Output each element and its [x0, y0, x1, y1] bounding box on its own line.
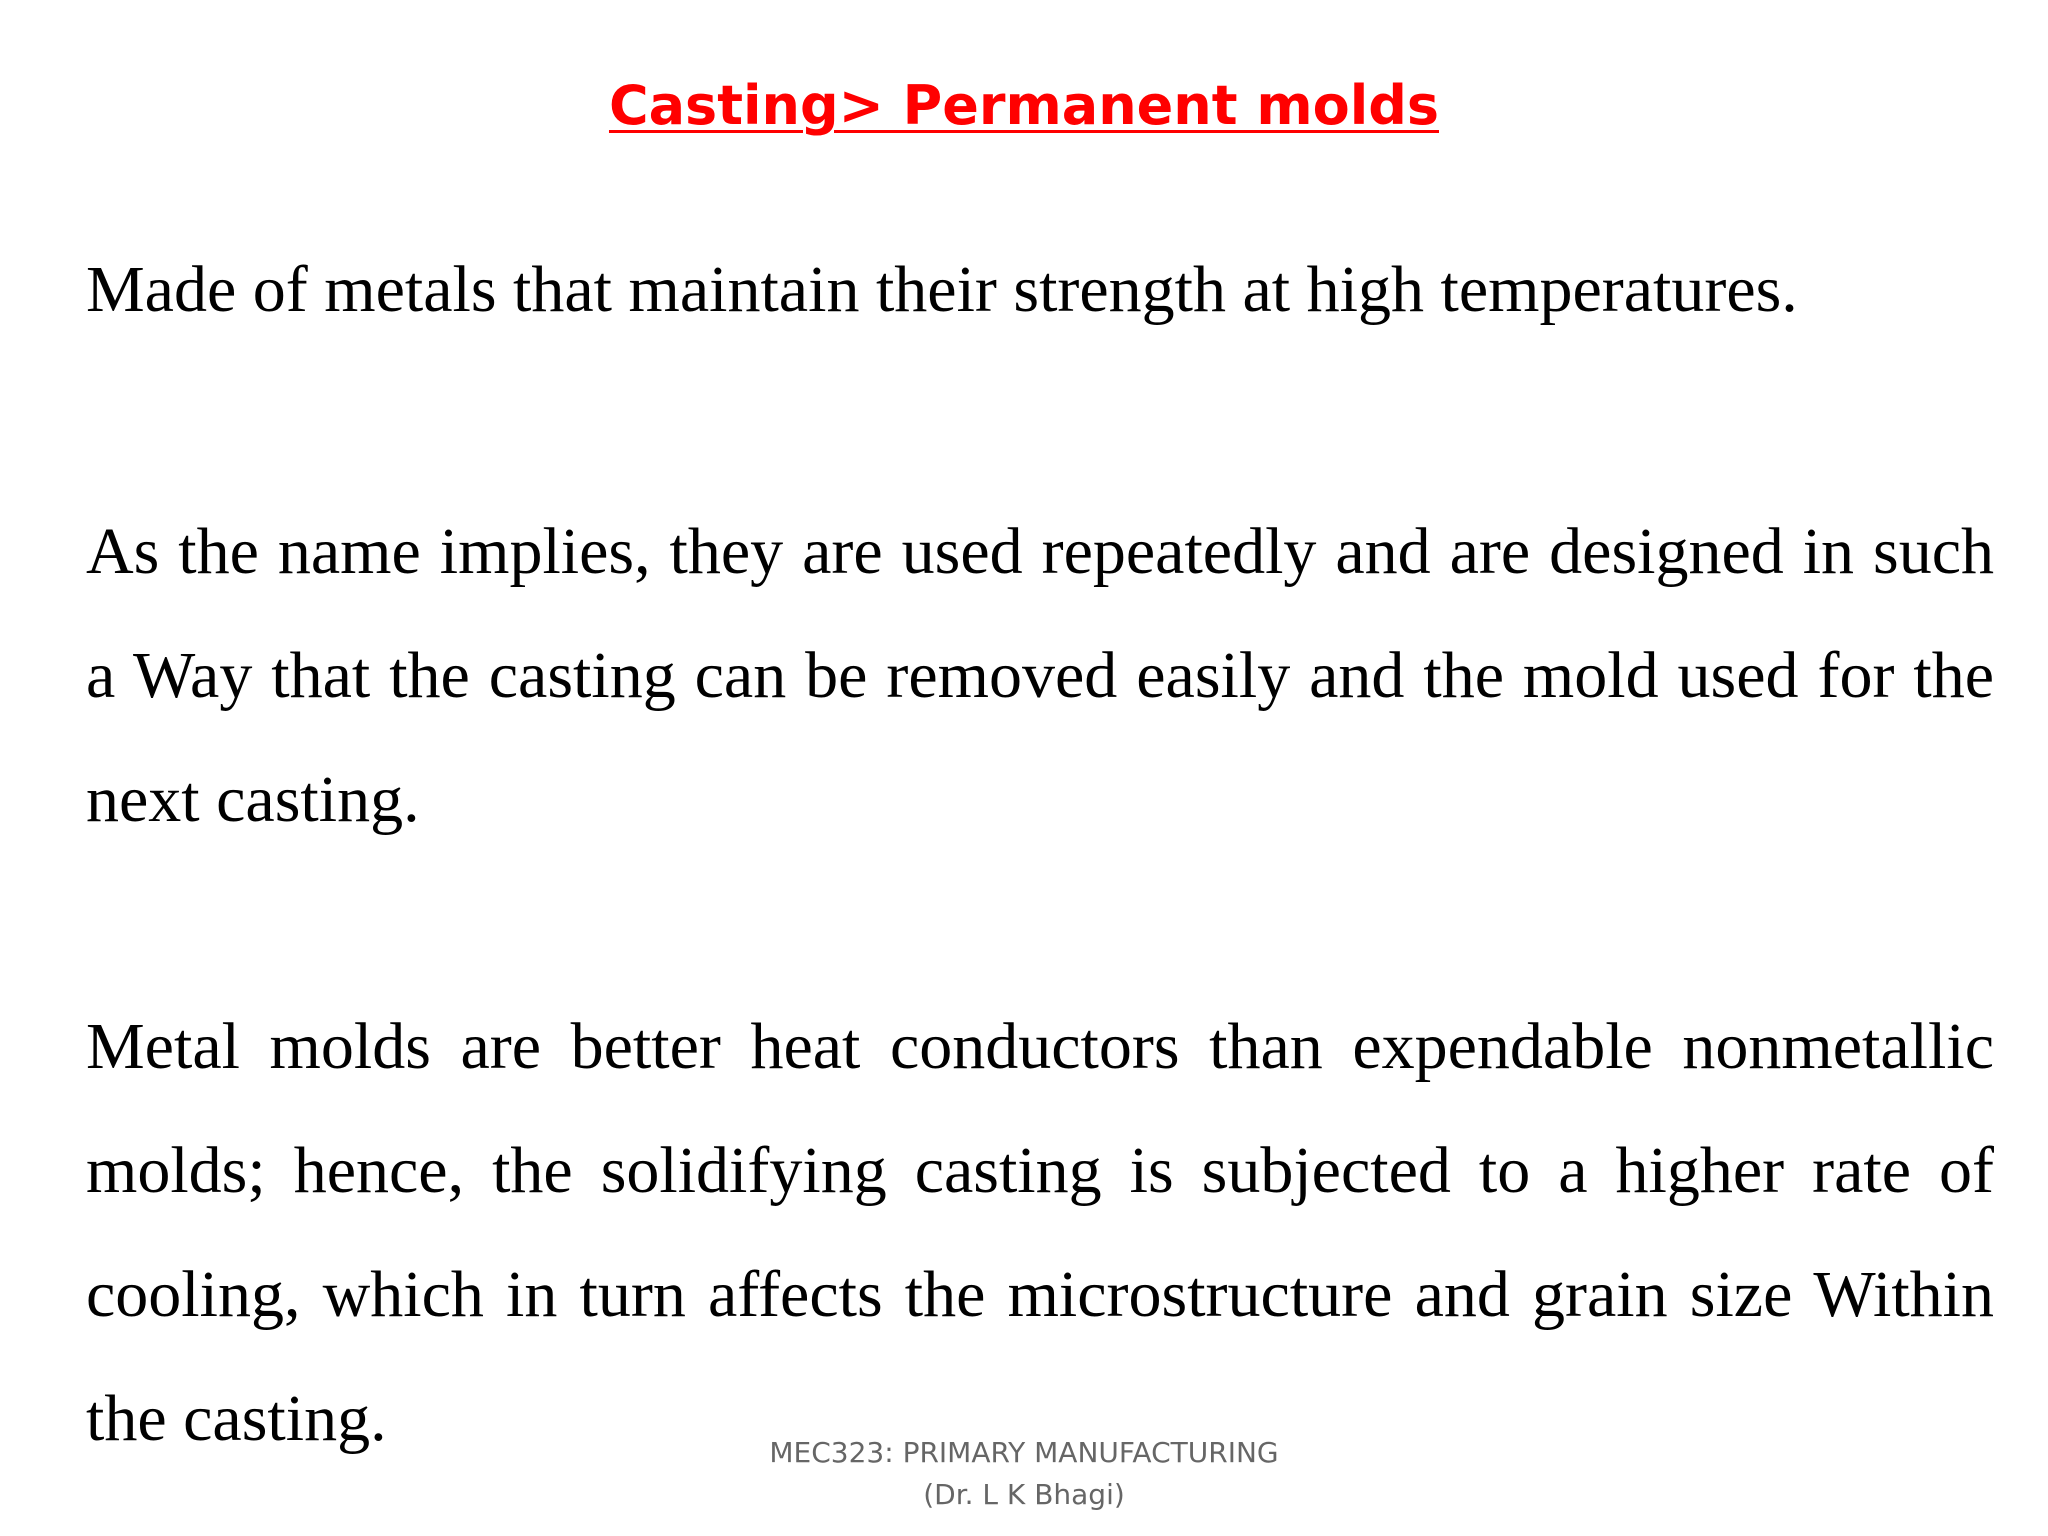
paragraph-material: Made of metals that maintain their strength at high temperatures.: [86, 253, 1798, 326]
footer-course: MEC323: PRIMARY MANUFACTURING: [769, 1436, 1279, 1469]
slide-title: [0, 66, 2048, 146]
slide-title-text: Casting> Permanent molds: [608, 74, 1439, 137]
footer-author: (Dr. L K Bhagi): [923, 1478, 1125, 1511]
slide-footer: [0, 1432, 2048, 1516]
paragraph-reuse: As the name implies, they are used repeatedly and are designed in such a Way that the casting can be removed easily and the mold used for the next casting.: [86, 515, 1994, 836]
paragraph-heat-conduction: Metal molds are better heat conductors than expendable nonmetallic molds; hence, the solidifying casting is subjected to a higher rate of cooling, which in turn affects the microstructure and grain size Within the casting.: [86, 1010, 1994, 1455]
